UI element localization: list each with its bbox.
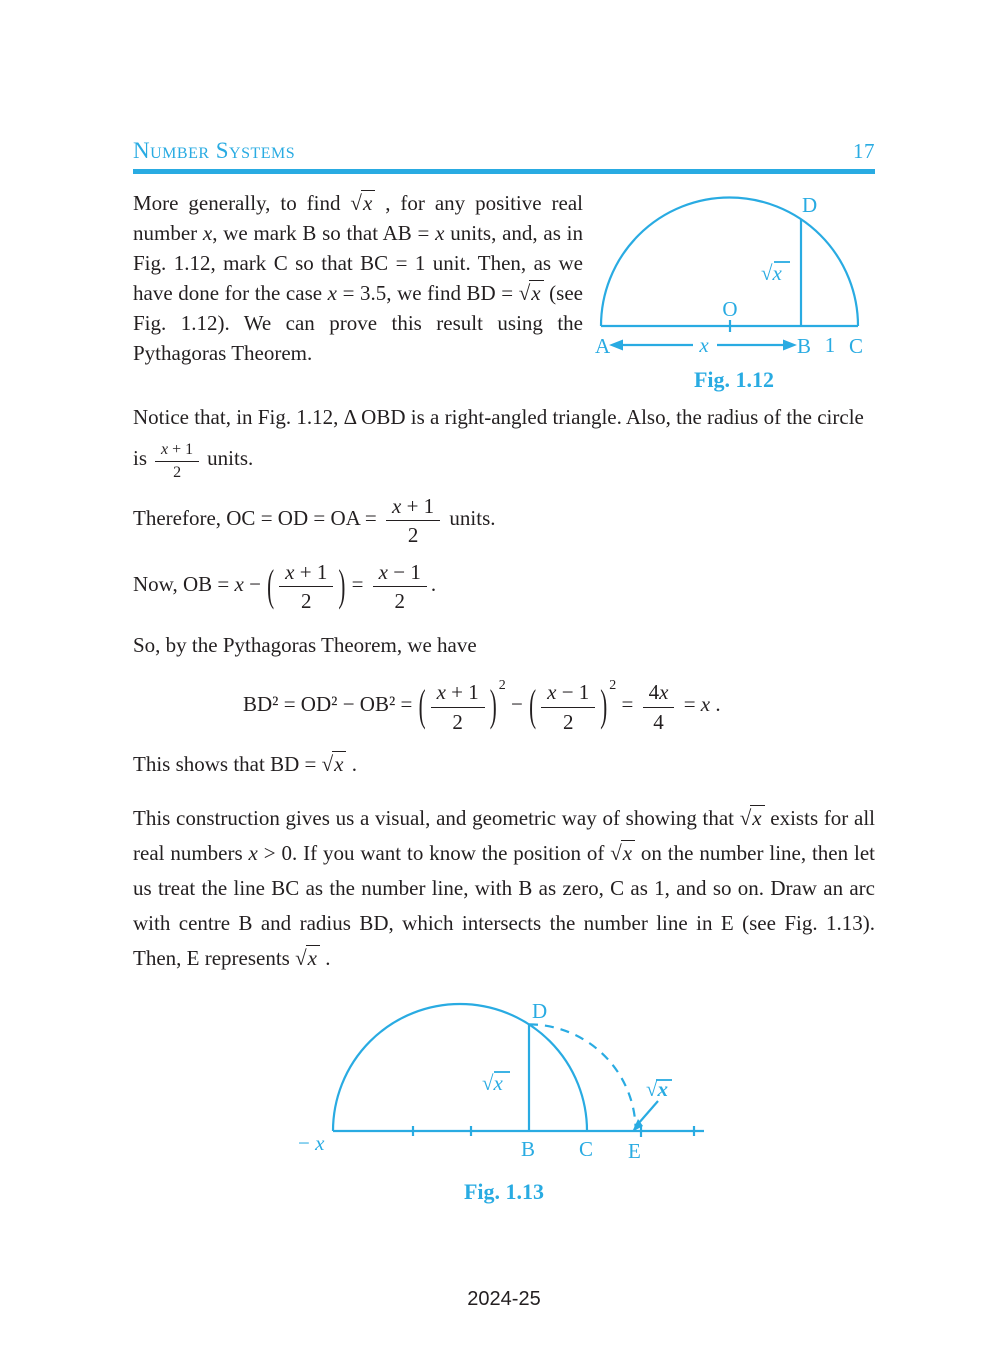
- equation-ob: [133, 559, 875, 613]
- point-label-minus-x: [298, 1131, 325, 1155]
- right-paren: ): [489, 680, 497, 731]
- text-run: This shows that BD =: [133, 751, 322, 776]
- fraction-denominator: 2: [300, 589, 312, 614]
- paragraph-notice: [133, 401, 875, 434]
- radical-sign: √: [350, 191, 361, 215]
- radical-sign: √: [610, 840, 621, 865]
- fig-1-13-drawing: [294, 992, 714, 1160]
- radicand: x: [772, 261, 782, 285]
- semicircle-arc: [333, 1004, 587, 1131]
- radical-sign: √: [295, 945, 306, 970]
- minus-sign: −: [298, 1130, 316, 1155]
- fraction-denominator: 2: [452, 709, 463, 734]
- fig-1-12-drawing: [593, 188, 875, 362]
- radicand: x: [621, 840, 635, 865]
- text-run: units.: [207, 446, 254, 471]
- fraction-numerator: [373, 559, 427, 587]
- point-label-o: O: [722, 297, 738, 321]
- exponent: 2: [498, 678, 506, 694]
- paragraph-intro: [133, 188, 583, 393]
- text-run: is: [133, 446, 148, 471]
- fraction-numerator: [386, 493, 440, 521]
- radical-sign: √: [761, 261, 773, 285]
- figure-1-13: [133, 992, 875, 1205]
- fraction: [373, 559, 427, 613]
- equation-therefore: [133, 493, 875, 547]
- radical-sign: √: [321, 751, 333, 776]
- math-variable: x: [700, 692, 711, 717]
- text-run: Therefore, OC = OD = OA =: [133, 505, 382, 530]
- fraction: [155, 440, 199, 483]
- fraction: [541, 679, 595, 733]
- text-run: =: [616, 692, 639, 717]
- radicand: x: [332, 751, 346, 776]
- fraction-numerator: [279, 559, 333, 587]
- text-run: 4: [648, 680, 660, 705]
- paragraph-construction: [133, 801, 875, 976]
- text-run: + 1: [168, 441, 194, 458]
- fraction-denominator: 2: [562, 709, 574, 734]
- point-label-c: C: [579, 1136, 594, 1160]
- radicand: x: [306, 945, 320, 970]
- radical-sign: √: [482, 1070, 494, 1095]
- math-variable: x: [327, 281, 337, 305]
- text-run: .: [319, 945, 331, 970]
- sqrt-expression: [740, 801, 765, 836]
- radicand: x: [657, 1076, 669, 1101]
- sqrt-expression: [350, 188, 375, 218]
- text-run: + 1: [445, 680, 479, 705]
- text-run: , for any positive real number: [133, 191, 583, 245]
- pointer-line: [638, 1101, 658, 1124]
- chapter-title: Number Systems: [133, 138, 296, 163]
- left-paren: (: [418, 680, 426, 731]
- point-label-d: D: [532, 998, 548, 1023]
- fraction-numerator: [643, 679, 675, 707]
- exponent: 2: [609, 678, 617, 694]
- point-label-b: B: [797, 334, 812, 358]
- left-paren: (: [529, 680, 537, 731]
- arrowhead-left: [609, 340, 623, 351]
- point-label-e: E: [628, 1138, 641, 1160]
- equation-bd-squared: [243, 678, 875, 733]
- text-run: =: [678, 692, 701, 717]
- left-paren: (: [267, 559, 275, 611]
- text-run: −: [505, 692, 529, 717]
- text-run: − 1: [388, 560, 421, 585]
- text-run: .: [346, 751, 357, 776]
- fraction: [279, 559, 333, 613]
- math-variable: x: [202, 221, 213, 245]
- sqrt-expression: [610, 836, 635, 871]
- point-label-a: A: [595, 334, 611, 358]
- page-header: [133, 138, 875, 174]
- fraction-numerator: [155, 440, 199, 462]
- radical-sign: √: [518, 281, 530, 305]
- arrowhead-right: [783, 340, 797, 351]
- math-variable: x: [435, 221, 445, 245]
- figure-1-12: [593, 188, 875, 393]
- math-variable: x: [391, 493, 402, 518]
- fraction-denominator: 2: [407, 522, 419, 547]
- text-run: + 1: [294, 560, 328, 585]
- sqrt-expression: [295, 941, 320, 976]
- page-number: 17: [853, 139, 875, 163]
- math-variable: x: [285, 560, 295, 585]
- fraction-numerator: [431, 679, 485, 707]
- text-run: units, and, as in Fig. 1.12, mark C so that BC = 1 unit. Then, as we have done for the case: [133, 221, 583, 305]
- text-run: units.: [444, 505, 496, 530]
- text-run: .: [430, 572, 437, 597]
- text-run: So, by the Pythagoras Theorem, we have: [133, 633, 477, 658]
- math-variable: x: [161, 441, 169, 458]
- point-label-d: D: [802, 193, 818, 217]
- sqrt-x-label: [761, 261, 783, 285]
- radicand: x: [493, 1070, 503, 1095]
- fraction-denominator: 4: [653, 709, 664, 734]
- fraction: [643, 679, 675, 733]
- text-run: =: [346, 572, 369, 597]
- sqrt-expression: [519, 278, 544, 308]
- text-run: , we mark B so that AB =: [212, 221, 436, 245]
- text-run: −: [243, 572, 267, 597]
- right-paren: ): [600, 680, 608, 731]
- fraction-denominator: 2: [394, 589, 405, 614]
- text-run: More generally, to find: [133, 191, 351, 215]
- sqrt-expression: [322, 748, 347, 781]
- radicand: x: [361, 190, 375, 215]
- math-variable: x: [248, 840, 258, 865]
- text-run: on the number line, then let us treat the line BC as the number line, with B as zero, C as 1, and so on. Draw an arc with centre B and radius BD, which intersects the number line in E (see Fig. 1.13). Then, E represents: [133, 840, 875, 970]
- figure-caption: Fig. 1.12: [693, 367, 775, 392]
- figure-caption: Fig. 1.13: [463, 1178, 545, 1204]
- math-variable: x: [547, 680, 557, 705]
- distance-label-one: 1: [824, 333, 836, 357]
- page-content: [133, 138, 875, 1205]
- fraction: [431, 679, 485, 733]
- text-run: .: [710, 692, 721, 717]
- radicand: x: [750, 805, 764, 830]
- radical-sign: √: [646, 1076, 658, 1101]
- sqrt-x-label: [482, 1071, 504, 1095]
- text-run: Notice that, in Fig. 1.12, Δ OBD is a right-angled triangle. Also, the radius of the circle: [133, 405, 864, 429]
- math-variable: x: [234, 572, 244, 597]
- footer-edition: 2024-25: [467, 1288, 541, 1310]
- text-run: + 1: [401, 493, 435, 518]
- text-run: exists for all real numbers: [133, 805, 875, 865]
- fraction: [386, 493, 440, 547]
- fraction-denominator: 2: [173, 464, 182, 482]
- text-run: Now, OB =: [133, 572, 235, 597]
- text-run: − 1: [556, 680, 590, 705]
- point-label-b: B: [521, 1136, 536, 1160]
- distance-label-x: x: [699, 333, 709, 357]
- paragraph-shows: [133, 748, 875, 781]
- radical-sign: √: [739, 805, 751, 830]
- text-run: This construction gives us a visual, and geometric way of showing that: [133, 805, 740, 830]
- equation-radius: [133, 440, 875, 483]
- text-run: = 3.5, we find BD =: [336, 281, 519, 305]
- math-variable: x: [378, 560, 388, 585]
- point-label-c: C: [849, 334, 864, 358]
- intro-row: [133, 188, 875, 393]
- math-variable: x: [436, 680, 446, 705]
- text-run: (see Fig. 1.12). We can prove this result using the Pythagoras Theorem.: [133, 281, 583, 365]
- text-run: BD² = OD² − OB² =: [243, 692, 418, 717]
- dashed-arc-bd: [529, 1024, 636, 1128]
- radicand: x: [529, 280, 543, 305]
- right-paren: ): [338, 559, 346, 611]
- math-variable: x: [659, 680, 669, 705]
- math-variable: x: [315, 1130, 325, 1155]
- paragraph-so: [133, 629, 875, 662]
- fraction-numerator: [541, 679, 595, 707]
- text-run: > 0. If you want to know the position of: [257, 840, 611, 865]
